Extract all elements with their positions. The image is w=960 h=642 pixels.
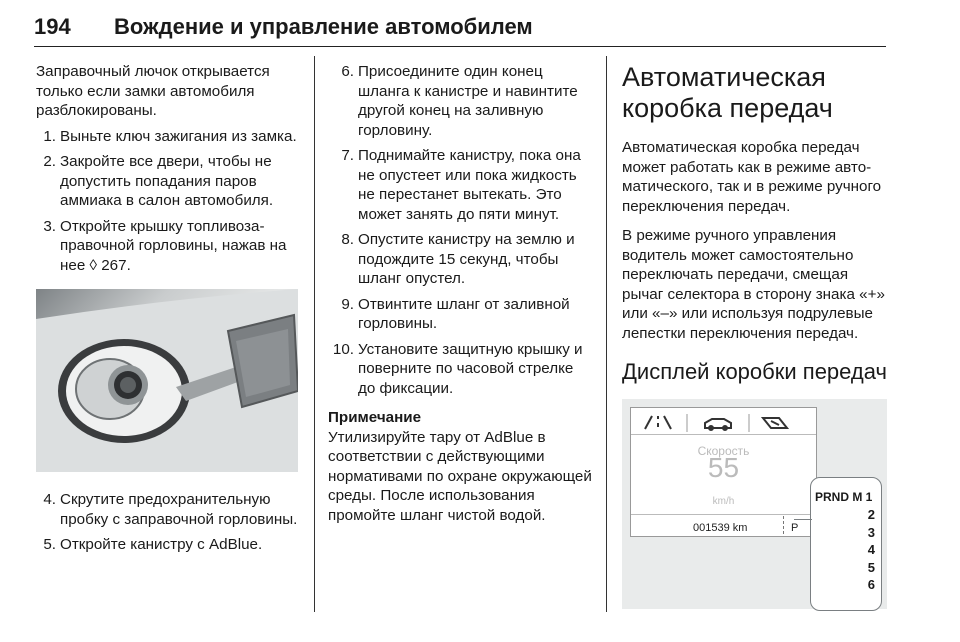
paragraph: Автоматическая коробка передач может работать как в режиме автоматического, так и в режиме ручного переключения передач. xyxy=(622,139,882,215)
column-1 xyxy=(36,62,300,555)
list-item xyxy=(36,217,300,276)
display-icons-row xyxy=(631,412,816,434)
gear-number: 4 xyxy=(867,542,875,557)
page-header xyxy=(34,6,886,47)
step-text: Скрутите предохранительную пробку с заправочной горловины. xyxy=(60,491,298,528)
step-text: Установите защитную крышку и поверните по часовой стрелке до фиксации. xyxy=(358,340,583,397)
step-text: Опустите канистру на землю и подождите 15 секунд, чтобы шланг опустел. xyxy=(358,231,575,287)
step-number: 3. xyxy=(43,217,56,235)
step-number: 6. xyxy=(341,63,354,80)
list-item xyxy=(328,295,592,334)
step-number: 4. xyxy=(43,491,56,508)
step-text: Выньте ключ зажигания из замка. xyxy=(60,127,297,145)
display-divider xyxy=(631,434,816,435)
note-title: Примечание xyxy=(328,409,422,426)
gear-callout xyxy=(810,477,882,611)
step-number: 7. xyxy=(341,147,354,164)
step-text: Присоедините один конец шланга к канистре и навинтите другой конец на заливную горловину. xyxy=(358,63,578,139)
column-divider xyxy=(606,56,607,612)
step-text: Закройте все двери, чтобы не допустить попадания паров аммиака в салон автомобиля. xyxy=(60,153,274,209)
odometer: 001539 km xyxy=(693,522,748,534)
gear-list xyxy=(868,506,875,594)
step-text: Откройте канистру с AdBlue. xyxy=(60,536,263,553)
list-item xyxy=(328,340,592,399)
intro-paragraph: Заправочный лючок открывается только если замки автомобиля разблокированы. xyxy=(36,63,270,119)
step-text: Отвинтите шланг от заливной горловины. xyxy=(358,295,570,332)
gear-number: 3 xyxy=(867,524,875,540)
fuel-filler-illustration xyxy=(36,289,298,472)
display-divider xyxy=(631,514,816,515)
steps-list-b xyxy=(36,490,300,555)
fuel-filler-photo xyxy=(36,289,298,472)
list-item xyxy=(36,490,300,529)
step-text: Поднимайте канистру, пока она не опустеет или пока жидкость не перестанет вытекать. Это может занять до пяти минут. xyxy=(358,147,581,223)
steps-list-a xyxy=(36,127,300,276)
gear-number: 5 xyxy=(867,559,875,575)
column-3 xyxy=(622,62,890,609)
list-item xyxy=(328,62,592,140)
step-number: 10. xyxy=(332,340,354,358)
gear-row: PRND M 1 xyxy=(815,490,873,504)
note-text: Утилизируйте тару от AdBlue в соответствии с действующими нормативами по охране окружающей среды. После использования промойте шланг чистой водой. xyxy=(328,428,592,524)
column-2 xyxy=(328,62,592,525)
step-number: 1. xyxy=(43,127,56,145)
gear-indicator: P xyxy=(791,522,799,534)
list-item xyxy=(36,127,300,147)
list-item xyxy=(36,152,300,211)
gear-number: 2 xyxy=(867,507,875,522)
list-item xyxy=(328,230,592,289)
step-number: 5. xyxy=(43,536,56,553)
transmission-display-figure xyxy=(622,399,887,609)
road-icon xyxy=(763,418,787,428)
gear-number: 6 xyxy=(867,577,875,592)
step-text: Откройте крышку топливозаправочной горловины, нажав на нее ◊ 267. xyxy=(60,217,287,274)
list-item xyxy=(328,146,592,224)
list-item xyxy=(36,535,300,555)
step-number: 8. xyxy=(341,231,354,248)
speed-unit: km/h xyxy=(712,496,735,507)
page-number: 194 xyxy=(34,14,71,39)
step-number: 2. xyxy=(43,153,56,170)
chapter-title: Вождение и управление автомобилем xyxy=(114,14,533,39)
column-divider xyxy=(314,56,315,612)
subsection-title: Дисплей коробки передач xyxy=(622,359,887,384)
callout-connector xyxy=(794,519,812,520)
speed-label: Скорость xyxy=(697,444,750,458)
car-icon xyxy=(705,419,731,430)
instrument-display xyxy=(630,407,817,537)
paragraph: В режиме ручного управления водитель может самостоятельно переключать передачи, смещая рычаг селектора в сторону знака «+» или «–» или используя подрулевые лепестки переключения передач. xyxy=(622,227,885,342)
display-divider xyxy=(783,516,785,534)
lane-icon xyxy=(645,416,671,429)
step-number: 9. xyxy=(341,295,354,313)
steps-list-c xyxy=(328,62,592,398)
section-title: Автоматическая коробка передач xyxy=(622,62,833,123)
speed-value: 55 xyxy=(707,452,740,483)
